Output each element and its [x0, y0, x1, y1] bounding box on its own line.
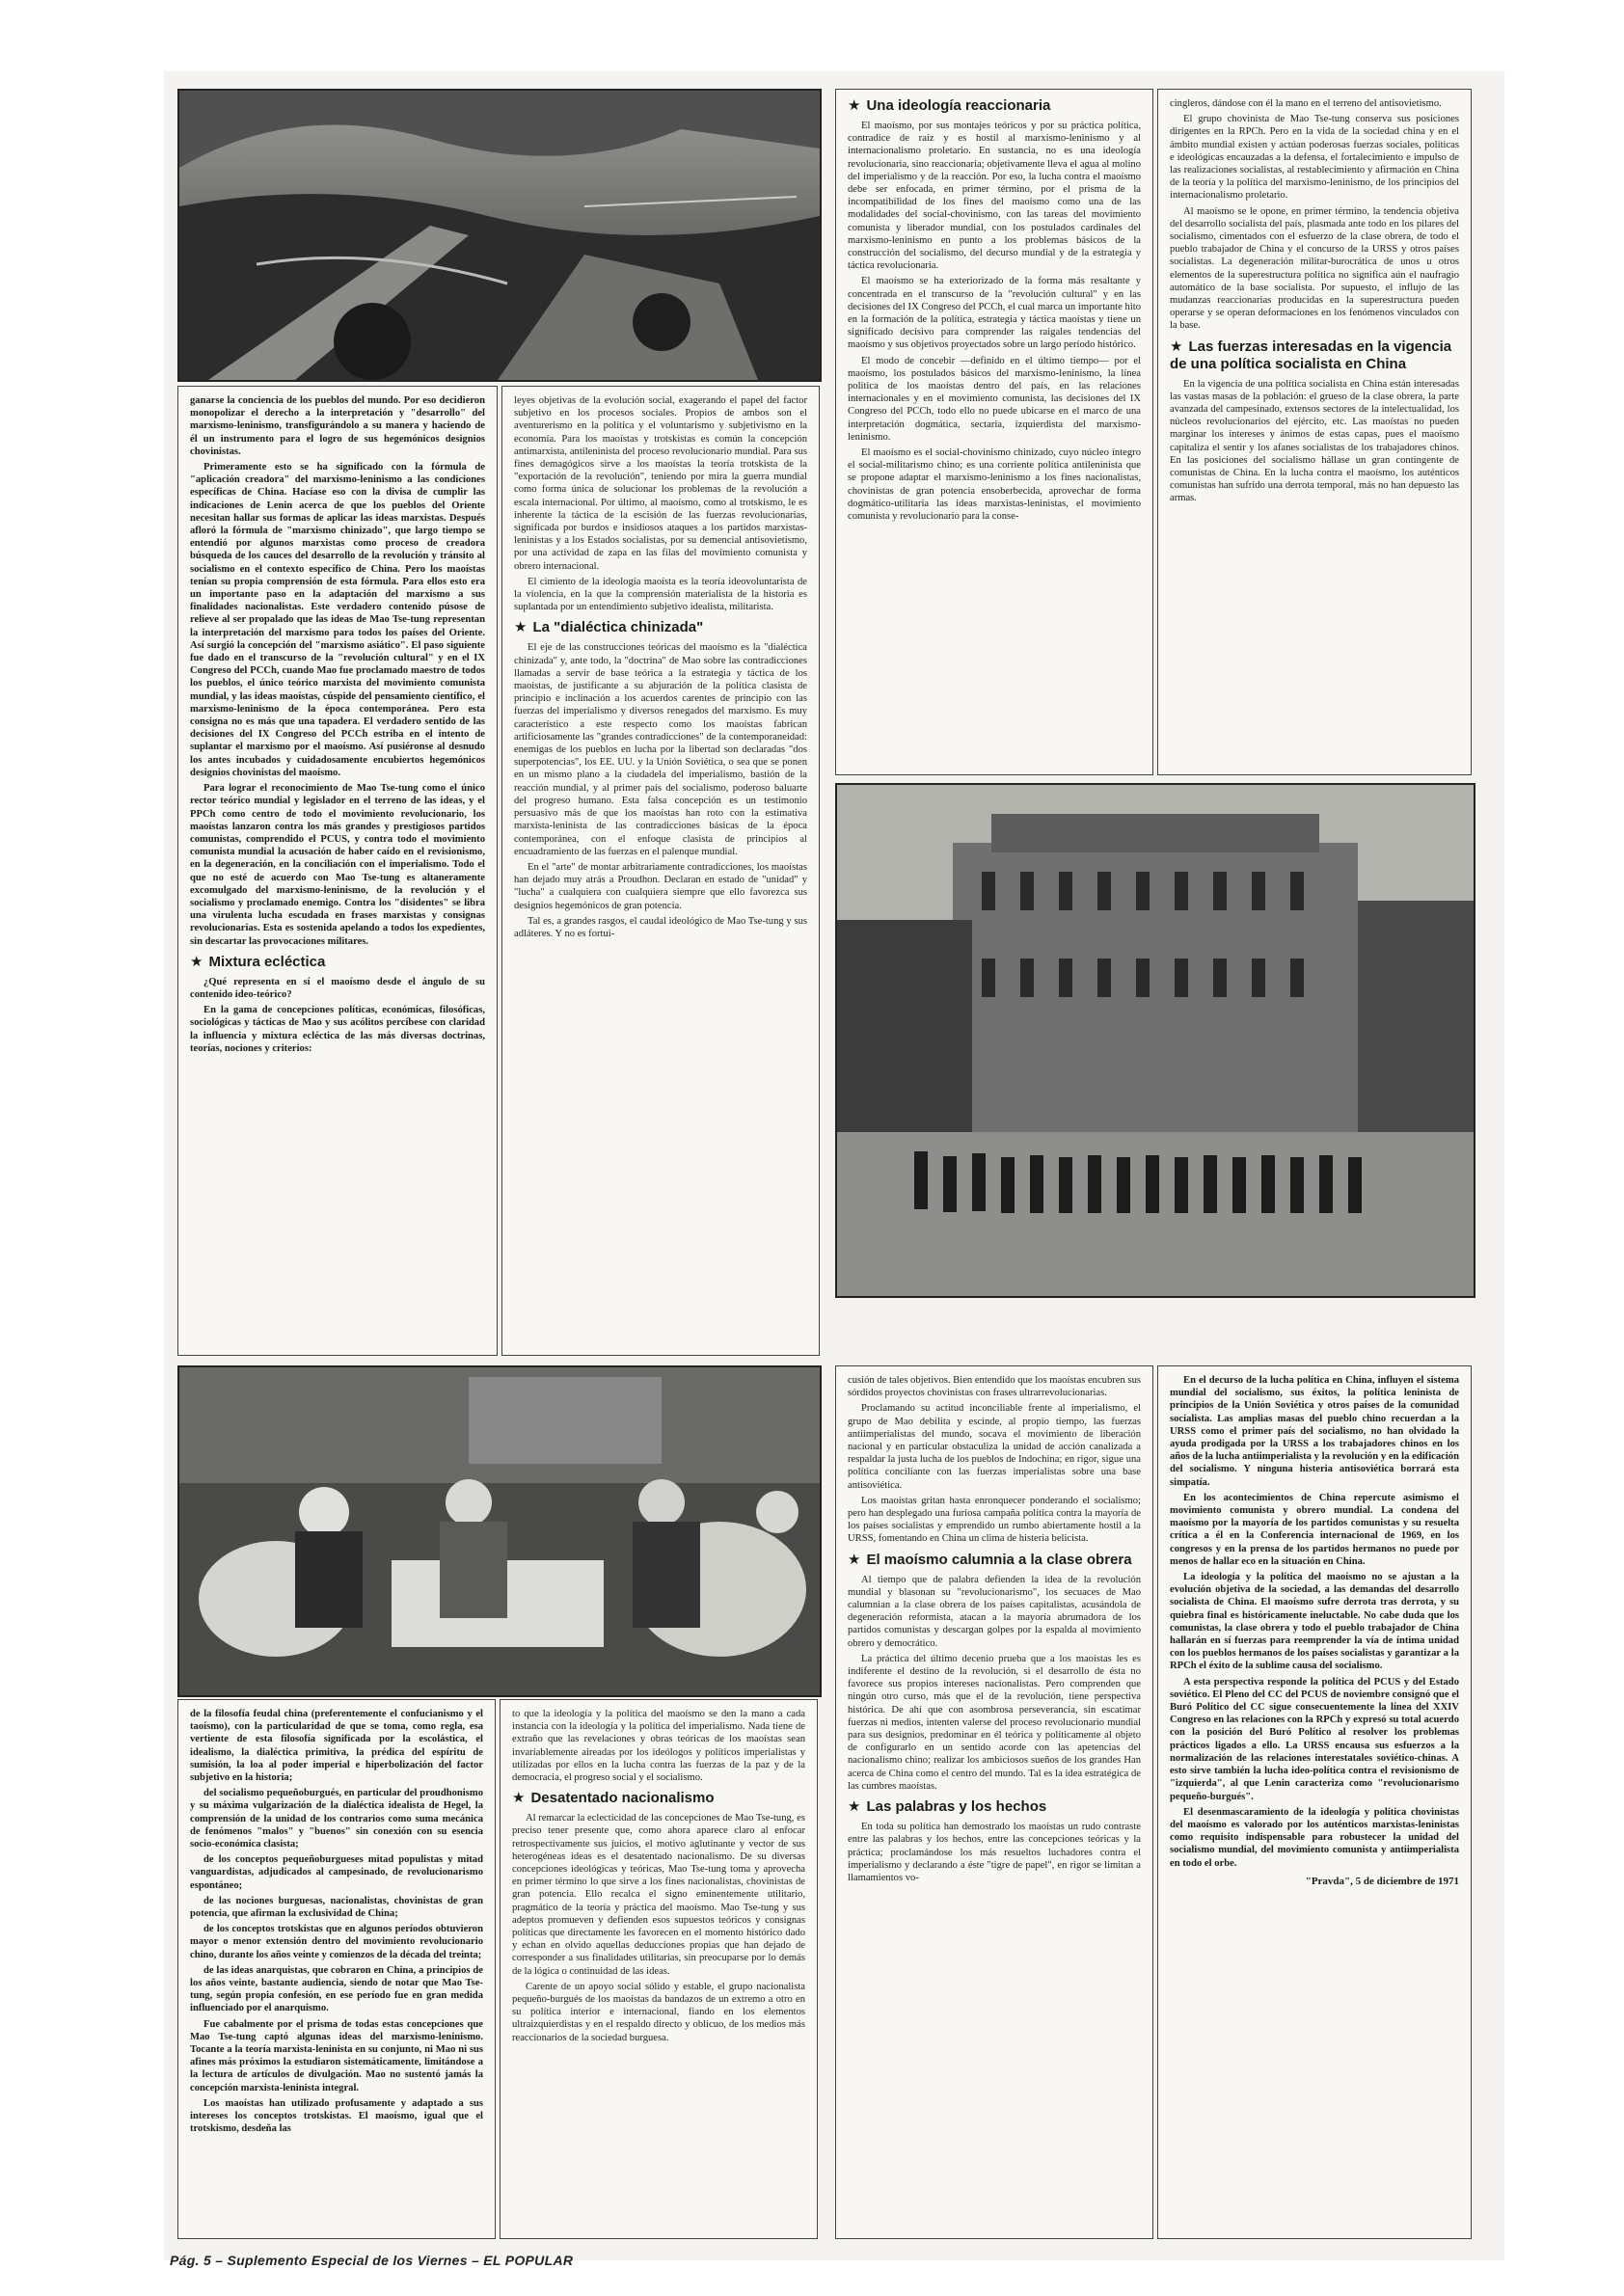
star-icon: ★	[514, 619, 528, 636]
star-icon: ★	[512, 1790, 526, 1807]
article-column-a	[177, 386, 498, 1356]
col-h-paragraph-2: En los acontecimientos de China repercute asimismo el movimiento comunista y obrero mundial. La condena del maoísmo por la mayoría de los partidos comunistas y su resuelta crítica a él en la Conferencia internacional de 1969, en los congresos y en la prensa de los partidos hermanos no puede por menos de hallar eco en la situación en China.	[1170, 1492, 1459, 1567]
col-g-heading-2: ★ Las palabras y los hechos	[848, 1798, 1047, 1816]
col-a-paragraph-4: ¿Qué representa en sí el maoísmo desde el ángulo de su contenido ideo-teórico?	[190, 976, 485, 1000]
article-column-c	[835, 89, 1153, 775]
col-b-paragraph-4: En el "arte" de montar arbitrariamente contradicciones, los maoístas han dejado muy atrás a Proudhon. Declaran en estado de "unidad" y "lucha" a cualquiera con cualquiera siempre que ello favorezca sus designios hegemónicos de gran potencia.	[514, 861, 807, 911]
col-f-paragraph-3: Carente de un apoyo social sólido y estable, el grupo nacionalista pequeño-burgués de los maoístas da bandazos de un extremo a otro en su política interior e internacional, fiando en los elementos ultraizquierdistas y en el respaldo directo y oblicuo, de los medios más reaccionarios de la sociedad burguesa.	[512, 1981, 805, 2043]
col-c-paragraph-2: El maoísmo se ha exteriorizado de la forma más resaltante y concentrada en el transcurso de la "revolución cultural" y en las decisiones del IX Congreso del PCCh, el cual marca un importante hito en la formación de la política, estrategia y táctica maoístas y tiene un significado decisivo para comprender las raigales tendencias del maoísmo y sus objetivos proyectados sobre un largo período histórico.	[848, 276, 1141, 351]
col-a-paragraph-1: ganarse la conciencia de los pueblos del mundo. Por eso decidieron monopolizar el derecho a la interpretación y "desarrollo" del marxismo-leninismo, transfigurándolo a su manera y haciendo de él un instrumento para el logro de sus hegemónicos designios chovinistas.	[190, 395, 485, 457]
col-h-paragraph-3: La ideología y la política del maoísmo no se ajustan a la evolución objetiva de la sociedad, a las demandas del desarrollo socialista de China. El maoísmo sufre derrota tras derrota, y su quiebra final es históricamente ineluctable. No cabe duda que los comunistas, la clase obrera y todo el pueblo trabajador de China hallarán en sí fuerzas para reemprender la vía de íntima unidad con los pueblos hermanos de los países socialistas y garantizar a la RPCh el éxito de la sublime causa del socialismo.	[1170, 1572, 1459, 1672]
col-a-paragraph-5: En la gama de concepciones políticas, económicas, filosóficas, sociológicas y tácticas de Mao y sus acólitos percíbese con claridad la influencia y mixtura ecléctica de las más diversas doctrinas, teorías, nociones y criterios:	[190, 1005, 485, 1054]
article-column-h	[1157, 1365, 1472, 2239]
col-e-paragraph-4: de las nociones burguesas, nacionalistas, chovinistas de gran potencia, que afirman la exclusividad de China;	[190, 1895, 483, 1920]
star-icon: ★	[848, 1551, 861, 1568]
col-g-paragraph-5: La práctica del último decenio prueba que a los maoístas les es indiferente el destino de la revolución, si el desarrollo de ésta no favorece sus propios intereses nacionalistas. Pero comprenden que ningún otro curso, más que el de la revolución, tiene perspectiva histórica. De ahí que con asombrosa perseverancia, sin escatimar fuerzas ni medios, intenten valerse del proceso revolucionario mundial para sus designios, predominar en él teórica y políticamente al objeto de configurarlo en un sentido acorde con las apetencias del nacionalismo chino; realizar los ambiciosos sueños de los grandes Han acerca de China como el centro del mundo. Tal es la idea estratégica de las cumbres maoístas.	[848, 1653, 1141, 1792]
col-c-paragraph-4: El maoísmo es el social-chovinismo chinizado, cuyo núcleo íntegro el social-militarismo chino; es una corriente política antileninista que se propone adaptar el marxismo-leninismo a los fines nacionalistas, chovinistas de gran potencia ensoberbecida, aprovechar de forma dogmático-utilitaria las ideas marxistas-leninistas, el movimiento comunista y revolucionario para la conse-	[848, 447, 1141, 523]
col-b-paragraph-2: El cimiento de la ideología maoísta es la teoría ideovoluntarista de la violencia, en la que la comprensión materialista de la historia es suplantada por un entendimiento subjetivo idealista, militarista.	[514, 576, 807, 613]
col-h-paragraph-1: En el decurso de la lucha política en China, influyen el sistema mundial del socialismo, sus éxitos, la política leninista de principios de la Unión Soviética y otros países de la comunidad socialista. Las amplias masas del pueblo chino recuerdan a la URSS como el primer país del socialismo, no han olvidado la ayuda prodigada por la URSS a los trabajadores chinos en los años de la lucha antiimperialista y la revolución y en la edificación del socialismo. Y ninguna histeria antisoviética borrará esta simpatía.	[1170, 1375, 1459, 1488]
col-d-heading: ★ Las fuerzas interesadas en la vigencia de una política socialista en China	[1170, 338, 1452, 372]
col-g-paragraph-3: Los maoístas gritan hasta enronquecer ponderando el socialismo; pero han desplegado una furiosa campaña política contra la mayoría de los países socialistas y emprendido un rumbo abiertamente hostil a la URSS, fomentando en China un clima de histeria belicista.	[848, 1495, 1141, 1545]
col-f-paragraph-1: to que la ideología y la política del maoísmo se den la mano a cada instancia con la ideología y la política del imperialismo. Nada tiene de extraño que las revelaciones y obras teóricas de los maoístas sean invariablemente aireadas por los ideólogos y políticos imperialistas y utilizadas por ellos en la lucha contra las fuerzas de la paz y de la democracia, el progreso social y el socialismo.	[512, 1709, 805, 1784]
article-column-f	[500, 1699, 818, 2239]
col-e-paragraph-3: de los conceptos pequeñoburgueses mitad populistas y mitad vanguardistas, adjudicados al campesinado, de revolucionarismo espontáneo;	[190, 1854, 483, 1891]
col-c-paragraph-1: El maoísmo, por sus montajes teóricos y por su práctica política, contradice de raíz y es hostil al marxismo-leninismo y al internacionalismo proletario. En sustancia, no es una ideología revolucionaria, sino reaccionaria; objetivamente lleva el agua al molino del imperialismo y de la reacción. Por eso, la lucha contra el maoísmo debe ser enfocada, en primer término, por el prisma de la incompatibilidad de los fines del maoísmo como una de las modalidades del social-chovinismo, con las tareas del movimiento comunista y liberador mundial, con los postulados cardinales del marxismo-leninismo en punto a los problemas básicos de la construcción del socialismo, del decurso mundial y de la estrategia y táctica revolucionaria.	[848, 121, 1141, 272]
col-d-paragraph-1: cingleros, dándose con él la mano en el terreno del antisovietismo.	[1170, 98, 1442, 109]
col-b-paragraph-3: El eje de las construcciones teóricas del maoísmo es la "dialéctica chinizada" y, ante todo, la "doctrina" de Mao sobre las contradicciones llamadas a servir de base teórica a la estrategia y táctica de los maoístas, de justificante a su abjuración de la política clasista de principio e inclinación a los acuerdos carentes de principio con las fuerzas del imperialismo y diversos renegados del marxismo. Es muy característico a este respecto como los maoístas fabrican artificiosamente las "grandes contradicciones" de la contemporaneidad: enemigas de los pueblos en lucha por la libertad son declaradas "dos superpotencias", los EE. UU. y la Unión Soviética, o sea que se ponen en un mismo plano a la ciudadela del imperialismo, bastión de la reacción mundial, y al primer país del socialismo, poderoso baluarte del progreso humano. Esta falsa concepción es un testimonio persuasivo más de que los maoístas han roto con la estimativa marxista-leninista de las contradicciones básicas de la época contemporánea, con el enfoque clasista de principios al encuadramiento de las fuerzas en el palenque mundial.	[514, 642, 807, 857]
landscape-photo	[177, 89, 822, 382]
col-d-paragraph-4: En la vigencia de una política socialista en China están interesadas las vastas masas de la población: el grueso de la clase obrera, la parte avanzada del campesinado, extensos sectores de la intelectualidad, los núcleos revolucionarios del ejército, etc. Las maoístas no pueden marginar los intereses y ánimos de estas capas, pues el maoísmo capitaliza el sentir y los afanes socialistas de los trabajadores chinos. En las posiciones del socialismo hállase un gran contingente de comunistas de China. En la lucha contra el maoísmo, los auténticos comunistas han sufrido una derrota temporal, más no han depuesto las armas.	[1170, 378, 1459, 504]
col-e-paragraph-7: Fue cabalmente por el prisma de todas estas concepciones que Mao Tse-tung captó algunas ideas del marxismo-leninismo. Tocante a la teoría marxista-leninista en su conjunto, ni Mao ni sus afines más próximos la estudiaron sistemáticamente, limitándose a la lectura de artículos de divulgación. Mao no sustentó jamás la concepción marxista-leninista integral.	[190, 2018, 483, 2093]
col-b-heading: ★ La "dialéctica chinizada"	[514, 619, 704, 636]
col-a-heading: ★ Mixtura ecléctica	[190, 953, 326, 970]
col-e-paragraph-6: de las ideas anarquistas, que cobraron en China, a principios de los años veinte, bastante audiencia, siendo de notar que Mao Tse-tung, según propia confesión, en ese período fue en gran medida influenciado por el anarquismo.	[190, 1964, 483, 2014]
col-e-paragraph-1: de la filosofía feudal china (preferentemente el confucianismo y el taoísmo), con la particularidad de que se toma, como regla, esa vertiente de esta filosofía significada por la escolástica, el idealismo, la dialéctica primitiva, la prédica del espíritu de sumisión, la loa al poder imperial e hiperbolización del factor subjetivo en la historia;	[190, 1709, 483, 1784]
col-b-paragraph-1: leyes objetivas de la evolución social, exagerando el papel del factor subjetivo en los procesos sociales. Propios de ambos son el aventurerismo en la política y el voluntarismo y subjetivismo en la economía. Para los maoístas y trotskistas es común la concepción antimarxista, antileninista del proceso revolucionario mundial. Para sus fines demagógicos sirve a los maoístas la teoría trotskista de la "exportación de la revolución", teniendo por mira la guerra mundial como forma única de solucionar los problemas de la revolución a escala internacional. Por último, al maoísmo, como al trotskismo, le es inherente la táctica de la escisión de las fuerzas revolucionarias, significada por burdos e insidiosos ataques a los partidos marxistas-leninistas y a los Estados socialistas, por su demencial antisovietismo, por una actividad de zapa en las filas del movimiento comunista y obrero internacional.	[514, 395, 807, 572]
col-g-paragraph-6: En toda su política han demostrado los maoístas un rudo contraste entre las palabras y los hechos, entre las concepciones teóricas y la práctica; proclamándose los más resueltos luchadores contra el imperialismo y declarando a éste "tigre de papel", en rigor se limitan a llamamientos vo-	[848, 1822, 1141, 1883]
col-d-paragraph-2: El grupo chovinista de Mao Tse-tung conserva sus posiciones dirigentes en la RPCh. Pero en la vida de la sociedad china y en el ámbito mundial existen y actúan poderosas fuerzas sociales, políticas e ideológicas encauzadas a la defensa, el fortalecimiento e impulso de las realizaciones socialistas, al restablecimiento y afirmación en China de la teoría y la política del marxismo-leninismo, de los principios del internacionalismo proletario.	[1170, 114, 1459, 202]
col-a-paragraph-2: Primeramente esto se ha significado con la fórmula de "aplicación creadora" del marxismo-leninismo a las condiciones específicas de China. Hacíase eso con la divisa de cumplir las indicaciones de Lenin acerca de que los pueblos del Oriente necesitan hallar sus formas de aplicar las ideas marxistas. Después afloró la fórmula de "marxismo chinizado", que largo tiempo se entendió por algunos marxistas como proceso de creadora búsqueda de los cauces del desarrollo de la revolución y tránsito al socialismo en el contexto específico de China. Pero los maoístas tenían su propia comprensión de esta fórmula. Para ellos esto era un importante paso en la adaptación del marxismo a sus finalidades nacionalistas. Este verdadero contenido púsose de relieve al ser propalado que las ideas de Mao Tse-tung representan la interpretación del marxismo para todos los países del Oriente. Así surgió la concepción del "marxismo asiático". El paso siguiente fue dado en el transcurso de la "revolución cultural" y en el IX Congreso del PCCh, cuando Mao fue proclamado maestro de todos los pueblos, el único teórico marxista del movimiento comunista mundial, y las ideas maoístas, cúspide del pensamiento científico, el marxismo-leninismo de la época contemporánea. Pero esta consigna no es más que una tapadera. El verdadero sentido de las decisiones del IX Congreso del PCCh estriba en el intento de suplantar el marxismo por el maoísmo. Así pusiéronse al desnudo los antes incubados y cuidadosamente encubiertos hegemónicos designios chovinistas del maoísmo.	[190, 462, 485, 778]
star-icon: ★	[848, 97, 861, 114]
col-c-paragraph-3: El modo de concebir —definido en el último tiempo— por el maoísmo, los postulados básicos del marxismo-leninismo, la línea política de los maoístas dentro del país, en las relaciones internacionales y en el movimiento comunista, las decisiones del IX Congreso del PCCh, todo ello no puede ubicarse en el marco de una interpretación dogmática, sectaria, izquierdista del marxismo-leninismo.	[848, 355, 1141, 443]
source-signature: "Pravda", 5 de diciembre de 1971	[1305, 1875, 1459, 1887]
col-b-paragraph-5: Tal es, a grandes rasgos, el caudal ideológico de Mao Tse-tung y sus adláteres. Y no es fortui-	[514, 915, 807, 939]
star-icon: ★	[1170, 338, 1183, 355]
col-f-paragraph-2: Al remarcar la eclecticidad de las concepciones de Mao Tse-tung, es preciso tener presente que, como ahora aparece claro al enfocar retrospectivamente sus juicios, el motivo aglutinante y vector de sus heterogéneas ideas es el desatentado nacionalismo. De su diversas concepciones ideológicas y teóricas, Mao Tse-tung toma y aprovecha en primer término lo que sirve a los fines nacionalistas, chovinistas de gran potencia. Ello recalca el signo eminentemente utilitario, pragmático de la teoría y práctica del maoísmo. Mao Tse-tung y sus adeptos promueven y defienden esos supuestos teóricos y consignas políticas que directamente les favorecen en el momento histórico dado y echan en olvido aquellas deducciones propias que han dejado de corresponder a sus finalidades utilitarias, sin preocuparse por lo demás de la lógica o continuidad de las ideas.	[512, 1813, 805, 1977]
star-icon: ★	[848, 1798, 861, 1816]
col-g-paragraph-4: Al tiempo que de palabra defienden la idea de la revolución mundial y blasonan su "revolucionarismo", los secuaces de Mao calumnian a la clase obrera de los países capitalistas, acusándola de degeneración reformista, atacan a la mayoría abrumadora de los partidos comunistas y descargan golpes por la espalda al movimiento obrero y democrático.	[848, 1574, 1141, 1649]
article-column-d	[1157, 89, 1472, 775]
star-icon: ★	[190, 953, 203, 970]
col-g-paragraph-2: Proclamando su actitud inconciliable frente al imperialismo, el grupo de Mao debilita y escinde, al propio tiempo, las fuerzas antiimperialistas del mundo, socava el movimiento de liberación nacional y en particular obstaculiza la unidad de acción canalizada a respaldar la justa lucha de los pueblos de Indochina; en rigor, sigue una política conciliante con las fuerzas imperialistas sobre una base antisoviética.	[848, 1403, 1141, 1491]
col-e-paragraph-8: Los maoístas han utilizado profusamente y adaptado a sus intereses los conceptos trotskistas. El maoísmo, igual que el trotskismo, desdeña las	[190, 2097, 483, 2135]
article-column-b	[501, 386, 820, 1356]
col-g-paragraph-1: cusión de tales objetivos. Bien entendido que los maoístas encubren sus sórdidos proyectos chovinistas con frases ultrarrevolucionarias.	[848, 1375, 1141, 1399]
page-footer: Pág. 5 – Suplemento Especial de los Viernes – EL POPULAR	[170, 2253, 574, 2268]
article-column-g	[835, 1365, 1153, 2239]
col-c-heading: ★ Una ideología reaccionaria	[848, 97, 1051, 114]
meeting-photo	[177, 1365, 822, 1697]
col-d-paragraph-3: Al maoísmo se le opone, en primer término, la tendencia objetiva del desarrollo socialista del país, plasmada ante todo en los pilares del socialismo, cimentados con el esfuerzo de la clase obrera, de todo el pueblo trabajador de China y el concurso de la URSS y otros países socialistas. La degeneración militar-burocrática de unos u otros elementos de la superestructura política no significa aún el naufragio automático de la base socialista. Por supuesto, el influjo de las mudanzas reaccionarias producidas en la superestructura pueden operarse y se operan deformaciones en los fenómenos vinculados con la base.	[1170, 205, 1459, 332]
col-a-paragraph-3: Para lograr el reconocimiento de Mao Tse-tung como el único rector teórico mundial y legislador en el terreno de las ideas, y el PPCh como centro de todo el movimiento revolucionario, los maoístas lanzaron contra los más grandes y prestigiosos partidos comunistas, comprendido el PCUS, y contra todo el movimiento comunista mundial la acusación de haber caído en el revisionismo, en la degeneración, en la conciliación con el imperialismo. Todo el que no esté de acuerdo con Mao Tse-tung es altaneramente excomulgado del marxismo-leninismo, de la revolución y el socialismo y proclamado enemigo. Contra los "disidentes" se libra una virulenta lucha escudada en frases marxistas y consignas revolucionarias. Esta es sostenida apelando a todos los expedientes, sin descartar las provocaciones militares.	[190, 783, 485, 947]
col-f-heading: ★ Desatentado nacionalismo	[512, 1790, 715, 1807]
building-soldiers-photo	[835, 783, 1475, 1298]
col-e-paragraph-2: del socialismo pequeñoburgués, en particular del proudhonismo y su máxima vulgarización de la dialéctica idealista de Hegel, la comprensión de la unidad de los contrarios como suma mecánica de fenómenos "malos" y "buenos" sin conexión con su esencia socio-económica clasista;	[190, 1788, 483, 1850]
col-h-paragraph-5: El desenmascaramiento de la ideología y política chovinistas del maoísmo es valorado por los auténticos marxistas-leninistas como requisito indispensable para robustecer la unidad del socialismo mundial, del movimiento comunista y antiimperialista en todo el orbe.	[1170, 1806, 1459, 1869]
col-e-paragraph-5: de los conceptos trotskistas que en algunos períodos obtuvieron mayor o menor extensión dentro del movimiento revolucionario chino, durante los años veinte y comienzos de la década del treinta;	[190, 1924, 483, 1960]
col-h-paragraph-4: A esta perspectiva responde la política del PCUS y del Estado soviético. El Pleno del CC del PCUS de noviembre consignó que el Buró Político del CC sigue consecuentemente la línea del XXIV Congreso en las relaciones con la RPCh y expresó su total acuerdo con la posición del Buró Político al resolver los problemas prácticos ligados a ello. La URSS encausa sus esfuerzos a la normalización de las relaciones interestatales soviético-chinas. A esto sirve también la lucha ideo-política contra el revisionismo de "izquierda", al que Lenin caracteriza como "revolucionarismo pequeño-burgués".	[1170, 1676, 1459, 1802]
col-g-heading: ★ El maoísmo calumnia a la clase obrera	[848, 1551, 1132, 1568]
article-column-e	[177, 1699, 496, 2239]
